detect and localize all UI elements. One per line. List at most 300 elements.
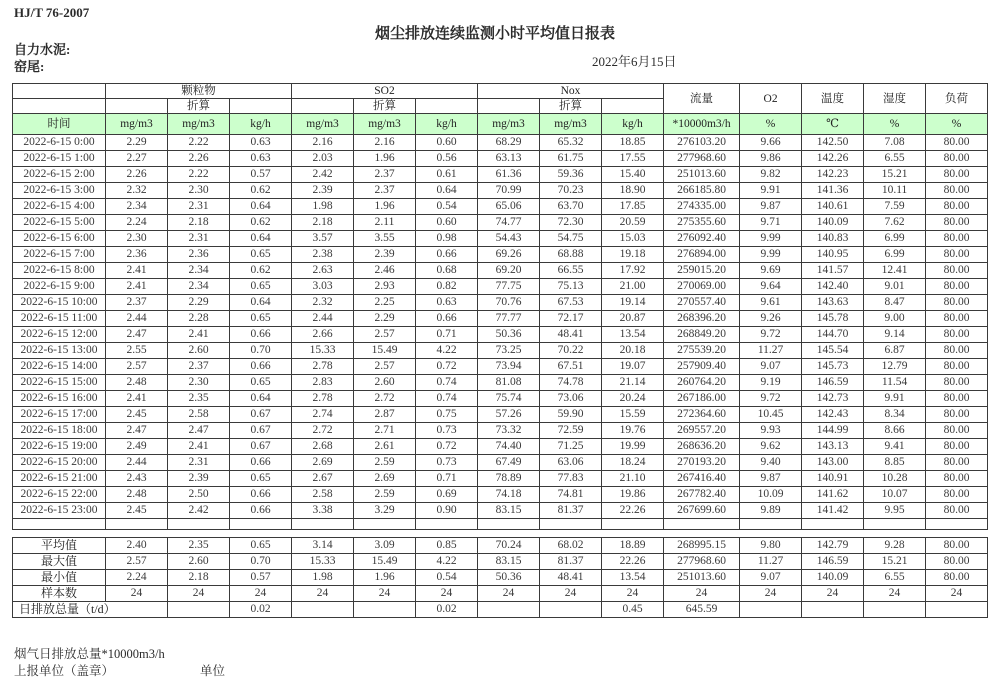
value-cell: 0.71 — [416, 327, 478, 343]
value-cell — [802, 602, 864, 618]
value-cell: 20.59 — [602, 215, 664, 231]
value-cell: 19.14 — [602, 295, 664, 311]
value-cell: 2.37 — [168, 359, 230, 375]
value-cell: 0.65 — [230, 538, 292, 554]
value-cell: 7.59 — [864, 199, 926, 215]
value-cell: 2.68 — [292, 439, 354, 455]
value-cell: 0.68 — [416, 263, 478, 279]
value-cell: 145.78 — [802, 311, 864, 327]
value-cell: 70.24 — [478, 538, 540, 554]
value-cell: 73.32 — [478, 423, 540, 439]
standard-code: HJ/T 76-2007 — [14, 5, 90, 20]
value-cell: 2.34 — [106, 199, 168, 215]
value-cell: 0.66 — [230, 503, 292, 519]
value-cell: 2.47 — [168, 423, 230, 439]
value-cell: 2.43 — [106, 471, 168, 487]
gap-cell — [926, 530, 988, 538]
col-group-nox: Nox — [478, 84, 664, 99]
value-cell: 268995.15 — [664, 538, 740, 554]
table-row — [13, 199, 988, 215]
value-cell: 10.07 — [864, 487, 926, 503]
value-cell: 2.34 — [168, 279, 230, 295]
value-cell: 0.63 — [230, 151, 292, 167]
value-cell: 0.02 — [230, 602, 292, 618]
value-cell: 15.59 — [602, 407, 664, 423]
value-cell — [740, 602, 802, 618]
value-cell: 142.23 — [802, 167, 864, 183]
value-cell: 2.69 — [292, 455, 354, 471]
value-cell: 2.59 — [354, 455, 416, 471]
value-cell: 2.44 — [106, 311, 168, 327]
value-cell: 141.36 — [802, 183, 864, 199]
value-cell: 2.18 — [168, 215, 230, 231]
value-cell: 9.72 — [740, 391, 802, 407]
value-cell: 274335.00 — [664, 199, 740, 215]
value-cell: 3.57 — [292, 231, 354, 247]
value-cell: 145.54 — [802, 343, 864, 359]
value-cell: 268849.20 — [664, 327, 740, 343]
value-cell: 81.37 — [540, 503, 602, 519]
summary-row — [13, 554, 988, 570]
value-cell: 67.51 — [540, 359, 602, 375]
value-cell: 2.28 — [168, 311, 230, 327]
time-cell: 2022-6-15 5:00 — [13, 215, 106, 231]
value-cell: 2.41 — [106, 391, 168, 407]
unit-celsius: ℃ — [802, 114, 864, 135]
value-cell: 2.59 — [354, 487, 416, 503]
value-cell: 2.48 — [106, 375, 168, 391]
value-cell: 24 — [540, 586, 602, 602]
value-cell: 2.31 — [168, 455, 230, 471]
value-cell: 0.54 — [416, 570, 478, 586]
table-header — [13, 84, 988, 135]
time-cell: 2022-6-15 7:00 — [13, 247, 106, 263]
value-cell: 0.74 — [416, 375, 478, 391]
value-cell: 65.06 — [478, 199, 540, 215]
value-cell: 15.03 — [602, 231, 664, 247]
time-column-header: 时间 — [13, 114, 106, 135]
value-cell: 0.67 — [230, 423, 292, 439]
unit-mgm3: mg/m3 — [478, 114, 540, 135]
value-cell: 2.37 — [106, 295, 168, 311]
value-cell: 19.76 — [602, 423, 664, 439]
value-cell: 63.70 — [540, 199, 602, 215]
value-cell: 73.25 — [478, 343, 540, 359]
value-cell: 2.49 — [106, 439, 168, 455]
empty-cell — [416, 519, 478, 530]
value-cell: 69.20 — [478, 263, 540, 279]
value-cell: 267416.40 — [664, 471, 740, 487]
value-cell: 74.18 — [478, 487, 540, 503]
col-o2: O2 — [740, 84, 802, 114]
value-cell: 2.69 — [354, 471, 416, 487]
value-cell: 10.45 — [740, 407, 802, 423]
value-cell: 17.85 — [602, 199, 664, 215]
col-group-so2: SO2 — [292, 84, 478, 99]
value-cell: 142.50 — [802, 135, 864, 151]
table-row — [13, 503, 988, 519]
value-cell: 22.26 — [602, 554, 664, 570]
value-cell: 2.71 — [354, 423, 416, 439]
report-date: 2022年6月15日 — [592, 54, 677, 69]
value-cell: 9.26 — [740, 311, 802, 327]
value-cell: 80.00 — [926, 151, 988, 167]
value-cell: 270069.00 — [664, 279, 740, 295]
value-cell: 80.00 — [926, 183, 988, 199]
value-cell: 59.90 — [540, 407, 602, 423]
value-cell: 275355.60 — [664, 215, 740, 231]
value-cell: 72.30 — [540, 215, 602, 231]
value-cell: 71.25 — [540, 439, 602, 455]
value-cell: 143.63 — [802, 295, 864, 311]
value-cell: 15.49 — [354, 554, 416, 570]
value-cell: 2.32 — [106, 183, 168, 199]
value-cell: 2.60 — [168, 554, 230, 570]
value-cell: 2.78 — [292, 391, 354, 407]
value-cell: 15.33 — [292, 343, 354, 359]
value-cell: 6.87 — [864, 343, 926, 359]
value-cell: 2.87 — [354, 407, 416, 423]
unit-mgm3: mg/m3 — [168, 114, 230, 135]
value-cell: 9.69 — [740, 263, 802, 279]
value-cell: 2.18 — [168, 570, 230, 586]
value-cell: 257909.40 — [664, 359, 740, 375]
table-row — [13, 263, 988, 279]
value-cell: 19.86 — [602, 487, 664, 503]
value-cell: 0.54 — [416, 199, 478, 215]
value-cell: 21.14 — [602, 375, 664, 391]
time-cell: 2022-6-15 22:00 — [13, 487, 106, 503]
value-cell — [926, 602, 988, 618]
blank-cell — [292, 99, 354, 114]
value-cell: 143.13 — [802, 439, 864, 455]
value-cell: 2.32 — [292, 295, 354, 311]
value-cell: 9.28 — [864, 538, 926, 554]
data-rows — [13, 135, 988, 519]
value-cell: 2.36 — [168, 247, 230, 263]
value-cell: 20.87 — [602, 311, 664, 327]
value-cell: 269557.20 — [664, 423, 740, 439]
value-cell: 9.80 — [740, 538, 802, 554]
table-row — [13, 247, 988, 263]
value-cell: 9.00 — [864, 311, 926, 327]
value-cell: 146.59 — [802, 375, 864, 391]
value-cell: 21.00 — [602, 279, 664, 295]
value-cell: 2.22 — [168, 135, 230, 151]
table-row — [13, 183, 988, 199]
gap-cell — [168, 530, 230, 538]
converted-label-pm: 折算 — [168, 99, 230, 114]
value-cell: 0.73 — [416, 423, 478, 439]
value-cell: 276103.20 — [664, 135, 740, 151]
value-cell: 142.79 — [802, 538, 864, 554]
table-row — [13, 407, 988, 423]
value-cell: 15.21 — [864, 167, 926, 183]
value-cell: 2.30 — [168, 183, 230, 199]
spacer-rows — [13, 519, 988, 538]
value-cell: 74.77 — [478, 215, 540, 231]
value-cell: 3.09 — [354, 538, 416, 554]
converted-label-nox: 折算 — [540, 99, 602, 114]
value-cell: 9.71 — [740, 215, 802, 231]
value-cell: 0.64 — [416, 183, 478, 199]
value-cell — [292, 602, 354, 618]
empty-cell — [230, 519, 292, 530]
value-cell: 8.47 — [864, 295, 926, 311]
units-header-row — [13, 114, 988, 135]
value-cell: 80.00 — [926, 471, 988, 487]
value-cell: 2.24 — [106, 215, 168, 231]
value-cell: 142.43 — [802, 407, 864, 423]
value-cell: 75.13 — [540, 279, 602, 295]
value-cell: 63.13 — [478, 151, 540, 167]
value-cell: 141.42 — [802, 503, 864, 519]
table-row — [13, 215, 988, 231]
empty-cell — [802, 519, 864, 530]
value-cell: 57.26 — [478, 407, 540, 423]
value-cell: 15.33 — [292, 554, 354, 570]
unit-mgm3: mg/m3 — [106, 114, 168, 135]
summary-row — [13, 570, 988, 586]
value-cell: 77.77 — [478, 311, 540, 327]
value-cell: 2.35 — [168, 538, 230, 554]
summary-label-cell: 平均值 — [13, 538, 106, 554]
value-cell: 2.30 — [106, 231, 168, 247]
value-cell: 2.31 — [168, 231, 230, 247]
value-cell: 277968.60 — [664, 554, 740, 570]
value-cell: 15.49 — [354, 343, 416, 359]
col-humidity: 湿度 — [864, 84, 926, 114]
value-cell: 270557.40 — [664, 295, 740, 311]
value-cell: 81.37 — [540, 554, 602, 570]
value-cell: 2.30 — [168, 375, 230, 391]
value-cell: 74.40 — [478, 439, 540, 455]
value-cell: 0.66 — [230, 455, 292, 471]
value-cell: 1.98 — [292, 199, 354, 215]
value-cell: 9.91 — [864, 391, 926, 407]
value-cell: 4.22 — [416, 343, 478, 359]
value-cell: 24 — [864, 586, 926, 602]
table-row — [13, 455, 988, 471]
value-cell: 140.83 — [802, 231, 864, 247]
value-cell: 2.37 — [354, 183, 416, 199]
value-cell: 12.79 — [864, 359, 926, 375]
value-cell: 80.00 — [926, 359, 988, 375]
unit-kgh: kg/h — [416, 114, 478, 135]
value-cell: 80.00 — [926, 455, 988, 471]
value-cell: 2.78 — [292, 359, 354, 375]
table-row — [13, 327, 988, 343]
value-cell: 17.92 — [602, 263, 664, 279]
time-cell: 2022-6-15 17:00 — [13, 407, 106, 423]
value-cell: 2.35 — [168, 391, 230, 407]
gap-cell — [13, 530, 106, 538]
value-cell: 270193.20 — [664, 455, 740, 471]
table-row — [13, 487, 988, 503]
time-cell: 2022-6-15 12:00 — [13, 327, 106, 343]
value-cell: 0.82 — [416, 279, 478, 295]
value-cell: 24 — [106, 586, 168, 602]
value-cell: 2.37 — [354, 167, 416, 183]
blank-cell — [602, 99, 664, 114]
table-row — [13, 279, 988, 295]
value-cell: 2.58 — [292, 487, 354, 503]
time-cell: 2022-6-15 8:00 — [13, 263, 106, 279]
value-cell: 0.64 — [230, 295, 292, 311]
value-cell: 0.66 — [230, 487, 292, 503]
empty-row — [13, 519, 988, 530]
time-cell: 2022-6-15 16:00 — [13, 391, 106, 407]
value-cell: 145.73 — [802, 359, 864, 375]
value-cell: 2.47 — [106, 327, 168, 343]
value-cell: 83.15 — [478, 554, 540, 570]
value-cell: 24 — [802, 586, 864, 602]
value-cell: 73.06 — [540, 391, 602, 407]
value-cell — [864, 602, 926, 618]
value-cell: 24 — [926, 586, 988, 602]
value-cell: 11.27 — [740, 554, 802, 570]
value-cell: 80.00 — [926, 295, 988, 311]
value-cell: 2.24 — [106, 570, 168, 586]
value-cell: 11.54 — [864, 375, 926, 391]
value-cell: 81.08 — [478, 375, 540, 391]
value-cell: 2.45 — [106, 407, 168, 423]
value-cell: 12.41 — [864, 263, 926, 279]
value-cell: 2.41 — [168, 439, 230, 455]
value-cell: 0.70 — [230, 554, 292, 570]
value-cell: 2.31 — [168, 199, 230, 215]
empty-cell — [168, 519, 230, 530]
value-cell: 70.99 — [478, 183, 540, 199]
value-cell: 0.63 — [416, 295, 478, 311]
value-cell: 2.22 — [168, 167, 230, 183]
value-cell — [540, 602, 602, 618]
empty-cell — [926, 519, 988, 530]
value-cell: 74.78 — [540, 375, 602, 391]
value-cell: 80.00 — [926, 231, 988, 247]
value-cell: 10.11 — [864, 183, 926, 199]
col-group-pm: 颗粒物 — [106, 84, 292, 99]
value-cell: 68.29 — [478, 135, 540, 151]
time-cell: 2022-6-15 19:00 — [13, 439, 106, 455]
gap-cell — [740, 530, 802, 538]
value-cell: 8.85 — [864, 455, 926, 471]
value-cell: 9.19 — [740, 375, 802, 391]
value-cell: 9.87 — [740, 199, 802, 215]
unit-mgm3: mg/m3 — [540, 114, 602, 135]
value-cell: 10.28 — [864, 471, 926, 487]
value-cell: 15.40 — [602, 167, 664, 183]
value-cell — [478, 602, 540, 618]
value-cell: 6.99 — [864, 231, 926, 247]
value-cell: 2.57 — [354, 359, 416, 375]
value-cell: 0.62 — [230, 183, 292, 199]
summary-row — [13, 586, 988, 602]
blank-cell — [230, 99, 292, 114]
value-cell: 2.60 — [168, 343, 230, 359]
value-cell: 142.73 — [802, 391, 864, 407]
value-cell: 140.95 — [802, 247, 864, 263]
value-cell: 259015.20 — [664, 263, 740, 279]
value-cell: 2.44 — [292, 311, 354, 327]
value-cell: 19.18 — [602, 247, 664, 263]
value-cell: 0.02 — [416, 602, 478, 618]
value-cell: 21.10 — [602, 471, 664, 487]
value-cell: 80.00 — [926, 327, 988, 343]
value-cell: 20.24 — [602, 391, 664, 407]
value-cell: 80.00 — [926, 311, 988, 327]
value-cell: 2.60 — [354, 375, 416, 391]
gap-row — [13, 530, 988, 538]
value-cell: 146.59 — [802, 554, 864, 570]
value-cell: 72.59 — [540, 423, 602, 439]
value-cell: 0.62 — [230, 263, 292, 279]
value-cell: 2.38 — [292, 247, 354, 263]
value-cell: 9.89 — [740, 503, 802, 519]
value-cell: 0.64 — [230, 199, 292, 215]
value-cell: 70.23 — [540, 183, 602, 199]
value-cell: 9.95 — [864, 503, 926, 519]
time-cell: 2022-6-15 4:00 — [13, 199, 106, 215]
value-cell: 80.00 — [926, 554, 988, 570]
value-cell: 9.66 — [740, 135, 802, 151]
value-cell: 276894.00 — [664, 247, 740, 263]
value-cell: 6.55 — [864, 570, 926, 586]
value-cell: 9.99 — [740, 247, 802, 263]
value-cell: 2.46 — [354, 263, 416, 279]
value-cell: 260764.20 — [664, 375, 740, 391]
blank-cell — [478, 99, 540, 114]
value-cell: 9.87 — [740, 471, 802, 487]
value-cell: 18.90 — [602, 183, 664, 199]
value-cell: 54.75 — [540, 231, 602, 247]
gap-cell — [230, 530, 292, 538]
value-cell: 2.93 — [354, 279, 416, 295]
value-cell: 0.66 — [230, 359, 292, 375]
value-cell: 1.98 — [292, 570, 354, 586]
value-cell: 2.03 — [292, 151, 354, 167]
value-cell: 1.96 — [354, 570, 416, 586]
flue-gas-total-note: 烟气日排放总量*10000m3/h — [14, 647, 165, 661]
page-title: 烟尘排放连续监测小时平均值日报表 — [374, 26, 615, 42]
value-cell: 0.75 — [416, 407, 478, 423]
time-cell: 2022-6-15 9:00 — [13, 279, 106, 295]
value-cell: 2.57 — [106, 359, 168, 375]
table-row — [13, 391, 988, 407]
value-cell: 80.00 — [926, 375, 988, 391]
table-row — [13, 167, 988, 183]
value-cell: 80.00 — [926, 538, 988, 554]
value-cell: 8.34 — [864, 407, 926, 423]
time-cell: 2022-6-15 14:00 — [13, 359, 106, 375]
gap-cell — [864, 530, 926, 538]
value-cell: 268636.20 — [664, 439, 740, 455]
gap-cell — [602, 530, 664, 538]
value-cell: 80.00 — [926, 343, 988, 359]
value-cell: 0.63 — [230, 135, 292, 151]
time-cell: 2022-6-15 15:00 — [13, 375, 106, 391]
value-cell — [168, 602, 230, 618]
table-row — [13, 471, 988, 487]
value-cell: 2.50 — [168, 487, 230, 503]
summary-label-cell: 样本数 — [13, 586, 106, 602]
empty-cell — [664, 519, 740, 530]
value-cell: 18.89 — [602, 538, 664, 554]
value-cell: 2.57 — [106, 554, 168, 570]
value-cell: 50.36 — [478, 570, 540, 586]
value-cell: 141.62 — [802, 487, 864, 503]
value-cell: 0.66 — [416, 247, 478, 263]
